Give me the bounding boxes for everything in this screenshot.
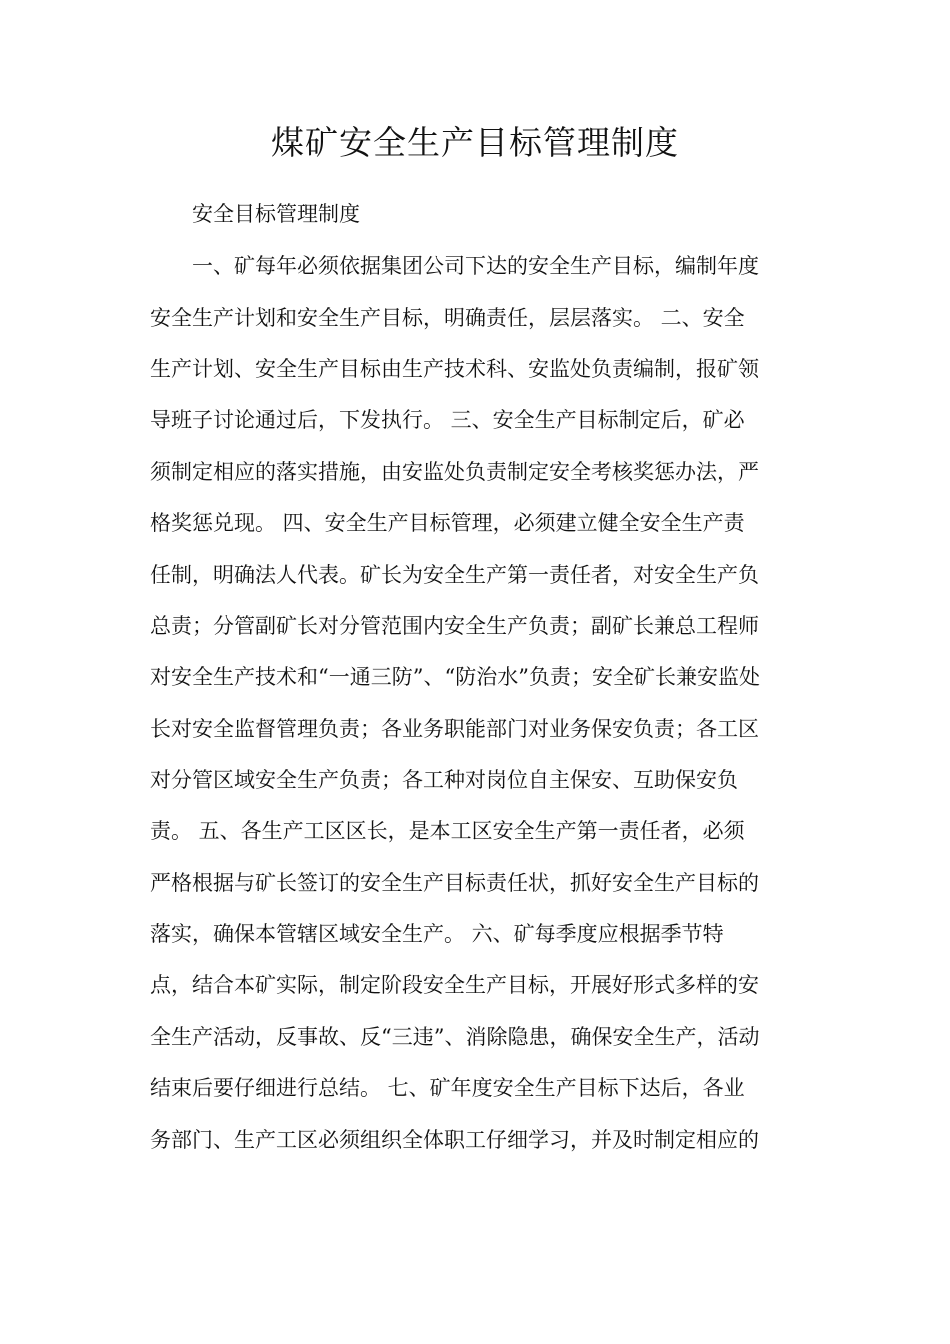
body-line: 对分管区域安全生产负责；各工种对岗位自主保安、互助保安负	[150, 768, 738, 792]
body-line: 点，结合本矿实际，制定阶段安全生产目标，开展好形式多样的安	[150, 973, 759, 997]
body-line: 格奖惩兑现。 四、安全生产目标管理，必须建立健全安全生产责	[150, 511, 745, 535]
body-line: 严格根据与矿长签订的安全生产目标责任状，抓好安全生产目标的	[150, 871, 759, 895]
body-line: 导班子讨论通过后，下发执行。 三、安全生产目标制定后，矿必	[150, 408, 745, 432]
body-line: 落实，确保本管辖区域安全生产。 六、矿每季度应根据季节特	[150, 922, 724, 946]
body-line: 须制定相应的落实措施，由安监处负责制定安全考核奖惩办法，严	[150, 460, 759, 484]
body-line: 一、矿每年必须依据集团公司下达的安全生产目标，编制年度	[192, 254, 759, 278]
body-line: 长对安全监督管理负责；各业务职能部门对业务保安负责；各工区	[150, 717, 759, 741]
body-line: 对安全生产技术和“一通三防”、“防治水”负责；安全矿长兼安监处	[150, 665, 760, 689]
body-line: 责。 五、各生产工区区长，是本工区安全生产第一责任者，必须	[150, 819, 745, 843]
body-line: 务部门、生产工区必须组织全体职工仔细学习，并及时制定相应的	[150, 1128, 759, 1152]
document-title: 煤矿安全生产目标管理制度	[271, 123, 679, 162]
body-line: 全生产活动，反事故、反“三违”、消除隐患，确保安全生产，活动	[150, 1025, 760, 1049]
body-line: 安全生产计划和安全生产目标，明确责任，层层落实。 二、安全	[150, 306, 745, 330]
body-line: 生产计划、安全生产目标由生产技术科、安监处负责编制，报矿领	[150, 357, 759, 381]
body-line: 任制，明确法人代表。矿长为安全生产第一责任者，对安全生产负	[150, 563, 759, 587]
body-line: 总责；分管副矿长对分管范围内安全生产负责；副矿长兼总工程师	[150, 614, 759, 638]
section-heading: 安全目标管理制度	[192, 202, 360, 226]
body-line: 结束后要仔细进行总结。 七、矿年度安全生产目标下达后，各业	[150, 1076, 745, 1100]
